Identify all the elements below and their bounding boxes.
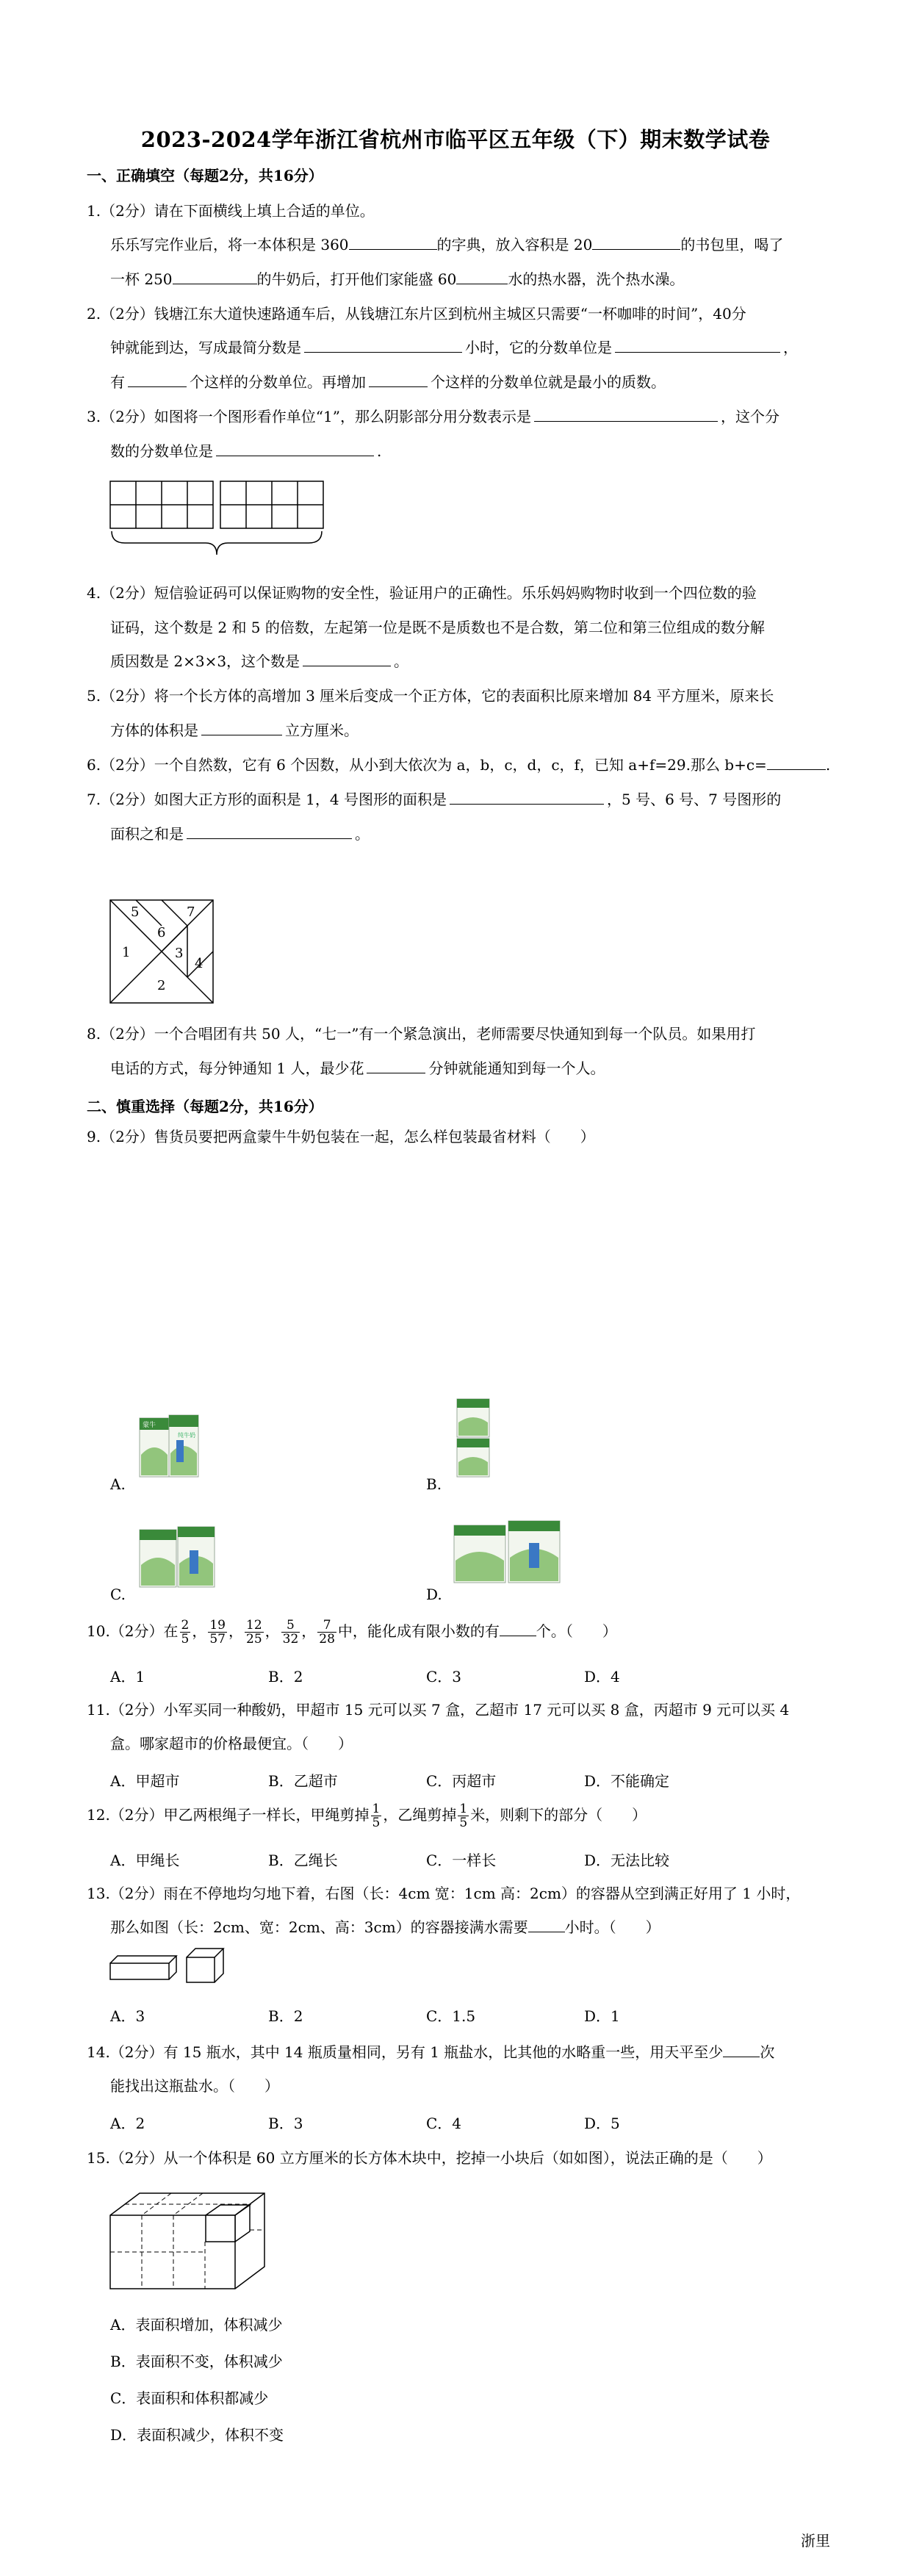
option-c[interactable]: C. <box>110 1586 126 1603</box>
question-10-line-1: 10.（2分）在 $\frac{2}{5}$ ， $\frac{19}{57}$ ， $\frac{12}{25}$ ， $\frac{5}{32}$ ， $\frac{7}{28}$ 中，能化成有限小数的有 个。（ ） <box>87 1618 617 1647</box>
fraction: $\frac{19}{57}$ <box>209 1618 226 1647</box>
option-c[interactable]: C．一样长 <box>426 1852 497 1869</box>
answer-blank[interactable] <box>456 267 508 284</box>
tangram-label: 1 <box>122 945 131 960</box>
question-2-line-1: 2.（2分）钱塘江东大道快速路通车后，从钱塘江东片区到杭州主城区只需要“一杯咖啡的时间”，40分 <box>87 305 746 323</box>
answer-blank[interactable] <box>528 1915 565 1932</box>
option-b[interactable]: B．2 <box>268 1668 303 1685</box>
question-4-line-2: 证码，这个数是 2 和 5 的倍数，左起第一位是既不是质数也不是合数，第二位和第三位组成的数分解 <box>110 619 765 636</box>
answer-blank[interactable] <box>303 650 391 666</box>
answer-blank[interactable] <box>304 336 462 353</box>
fraction: $\frac{1}{5}$ <box>459 1802 468 1830</box>
milk-cartons-wide <box>450 1514 575 1602</box>
carton-brand: 蒙牛 <box>143 1422 156 1429</box>
question-7-line-2: 面积之和是 。 <box>110 821 838 846</box>
question-2-line-3: 有 个这样的分数单位。再增加 个这样的分数单位就是最小的质数。 <box>110 370 838 395</box>
option-d[interactable]: D．4 <box>584 1668 620 1685</box>
question-3-grid-figure <box>110 481 375 562</box>
option-b[interactable]: B．3 <box>268 2115 303 2132</box>
option-b[interactable]: B．表面积不变，体积减少 <box>110 2353 283 2370</box>
question-2-line-2: 钟就能到达，写成最简分数是 小时，它的分数单位是 ， <box>110 335 838 360</box>
option-b[interactable]: B. <box>426 1475 442 1493</box>
answer-blank[interactable] <box>201 719 282 735</box>
answer-blank[interactable] <box>500 1619 536 1636</box>
option-c[interactable]: C．3 <box>426 1668 462 1685</box>
question-15-cuboid-figure <box>110 2186 287 2296</box>
option-d[interactable]: D．不能确定 <box>584 1772 670 1790</box>
option-d[interactable]: D．1 <box>584 2007 620 2025</box>
option-c[interactable]: C．1.5 <box>426 2007 476 2025</box>
carton-product: 纯牛奶 <box>178 1432 195 1439</box>
option-b[interactable]: B．2 <box>268 2007 303 2025</box>
question-5-line-2: 方体的体积是 立方厘米。 <box>110 718 838 743</box>
tangram-label: 4 <box>195 956 204 971</box>
fraction: $\frac{12}{25}$ <box>246 1618 262 1647</box>
footer-watermark: 浙里 <box>801 2532 830 2550</box>
question-13-line-1: 13.（2分）雨在不停地均匀地下着，右图（长：4cm 宽：1cm 高：2cm）的容器从空到满正好用了 1 小时， <box>87 1885 801 1902</box>
option-a[interactable]: A．甲超市 <box>110 1772 180 1790</box>
question-7-tangram-figure <box>110 900 213 1003</box>
answer-blank[interactable] <box>615 336 780 353</box>
option-a[interactable]: A．2 <box>110 2115 145 2132</box>
fraction: $\frac{7}{28}$ <box>319 1618 335 1647</box>
question-1-line-1: 乐乐写完作业后，将一本体积是 360 的字典，放入容积是 20 的书包里，喝了 <box>110 232 838 257</box>
option-c[interactable]: C．表面积和体积都减少 <box>110 2389 269 2407</box>
answer-blank[interactable] <box>369 370 428 387</box>
option-a[interactable]: A. <box>110 1475 126 1493</box>
option-a[interactable]: A．甲绳长 <box>110 1852 180 1869</box>
answer-blank[interactable] <box>534 405 718 422</box>
tangram-label: 5 <box>131 904 140 920</box>
question-15-line-1: 15.（2分）从一个体积是 60 立方厘米的长方体木块中，挖掉一小块后（如如图），说法正确的是（ ） <box>87 2149 772 2167</box>
question-11-line-2: 盒。哪家超市的价格最便宜。（ ） <box>110 1735 353 1752</box>
answer-blank[interactable] <box>450 788 604 805</box>
fraction: $\frac{1}{5}$ <box>372 1802 381 1830</box>
option-b[interactable]: B．乙绳长 <box>268 1852 338 1869</box>
answer-blank[interactable] <box>349 233 437 250</box>
question-8-line-1: 8.（2分）一个合唱团有共 50 人，“七一”有一个紧急演出，老师需要尽快通知到每一个队员。如果用打 <box>87 1025 756 1043</box>
question-9-line-1: 9.（2分）售货员要把两盒蒙牛牛奶包装在一起，怎么样包装最省材料（ ） <box>87 1128 595 1145</box>
tangram-label: 3 <box>175 946 184 961</box>
question-4-line-3: 质因数是 2×3×3，这个数是 。 <box>110 649 838 674</box>
milk-cartons-front-back <box>132 1521 228 1602</box>
question-8-line-2: 电话的方式，每分钟通知 1 人，最少花 分钟就能通知到每一个人。 <box>110 1056 838 1081</box>
tangram-label: 2 <box>157 978 166 993</box>
section-1-heading: 一、正确填空（每题2分，共16分） <box>87 167 323 184</box>
question-3-line-1: 3.（2分）如图将一个图形看作单位“1”，那么阴影部分用分数表示是 ，这个分 <box>87 404 829 429</box>
answer-blank[interactable] <box>592 233 680 250</box>
answer-blank[interactable] <box>367 1057 425 1073</box>
answer-blank[interactable] <box>173 267 257 284</box>
option-a[interactable]: A．1 <box>110 1668 145 1685</box>
fraction: $\frac{2}{5}$ <box>181 1618 190 1647</box>
question-14-line-2: 能找出这瓶盐水。（ ） <box>110 2077 279 2095</box>
option-d[interactable]: D．5 <box>584 2115 620 2132</box>
option-d[interactable]: D．表面积减少，体积不变 <box>110 2426 284 2444</box>
answer-blank[interactable] <box>723 2040 760 2057</box>
fraction: $\frac{5}{32}$ <box>282 1618 299 1647</box>
question-1-line-2: 一杯 250 的牛奶后，打开他们家能盛 60 水的热水器，洗个热水澡。 <box>110 267 838 292</box>
question-3-line-2: 数的分数单位是 . <box>110 439 838 464</box>
question-6-line-1: 6.（2分）一个自然数，它有 6 个因数，从小到大依次为 a，b，c，d，c，f，已知 a+f=29.那么 b+c= . <box>87 752 829 777</box>
question-1-head: 1.（2分）请在下面横线上填上合适的单位。 <box>87 202 375 220</box>
option-a[interactable]: A．表面积增加，体积减少 <box>110 2316 283 2334</box>
option-d[interactable]: D. <box>426 1586 442 1603</box>
answer-blank[interactable] <box>187 822 352 839</box>
option-d[interactable]: D．无法比较 <box>584 1852 670 1869</box>
tangram-label: 7 <box>187 904 195 920</box>
option-a[interactable]: A．3 <box>110 2007 145 2025</box>
section-2-heading: 二、慎重选择（每题2分，共16分） <box>87 1098 323 1115</box>
question-13-container-figures <box>110 1947 235 1991</box>
question-14-line-1: 14.（2分）有 15 瓶水，其中 14 瓶质量相同，另有 1 瓶盐水，比其他的水略重一些，用天平至少 次 <box>87 2040 829 2065</box>
question-12-line-1: 12.（2分）甲乙两根绳子一样长，甲绳剪掉 $\frac{1}{5}$ ，乙绳剪掉 $\frac{1}{5}$ 米，则剩下的部分（ ） <box>87 1802 647 1830</box>
answer-blank[interactable] <box>767 753 826 770</box>
option-c[interactable]: C．丙超市 <box>426 1772 497 1790</box>
question-5-line-1: 5.（2分）将一个长方体的高增加 3 厘米后变成一个正方体，它的表面积比原来增加 84 平方厘米，原来长 <box>87 687 774 705</box>
milk-cartons-stacked <box>450 1396 501 1492</box>
page-title: 2023-2024学年浙江省杭州市临平区五年级（下）期末数学试卷 <box>140 127 771 152</box>
question-13-line-2: 那么如图（长：2cm、宽：2cm、高：3cm）的容器接满水需要 小时。（ ） <box>110 1915 838 1940</box>
option-b[interactable]: B．乙超市 <box>268 1772 338 1790</box>
answer-blank[interactable] <box>128 370 187 387</box>
option-c[interactable]: C．4 <box>426 2115 462 2132</box>
question-7-line-1: 7.（2分）如图大正方形的面积是 1，4 号图形的面积是 ，5 号、6 号、7 号图形的 <box>87 787 829 812</box>
milk-cartons-side-by-side <box>132 1411 220 1492</box>
question-11-line-1: 11.（2分）小军买同一种酸奶，甲超市 15 元可以买 7 盒，乙超市 17 元可以买 8 盒，丙超市 9 元可以买 4 <box>87 1701 790 1719</box>
tangram-label: 6 <box>157 925 166 940</box>
answer-blank[interactable] <box>216 439 374 456</box>
question-4-line-1: 4.（2分）短信验证码可以保证购物的安全性，验证用户的正确性。乐乐妈妈购物时收到一个四位数的验 <box>87 584 757 602</box>
